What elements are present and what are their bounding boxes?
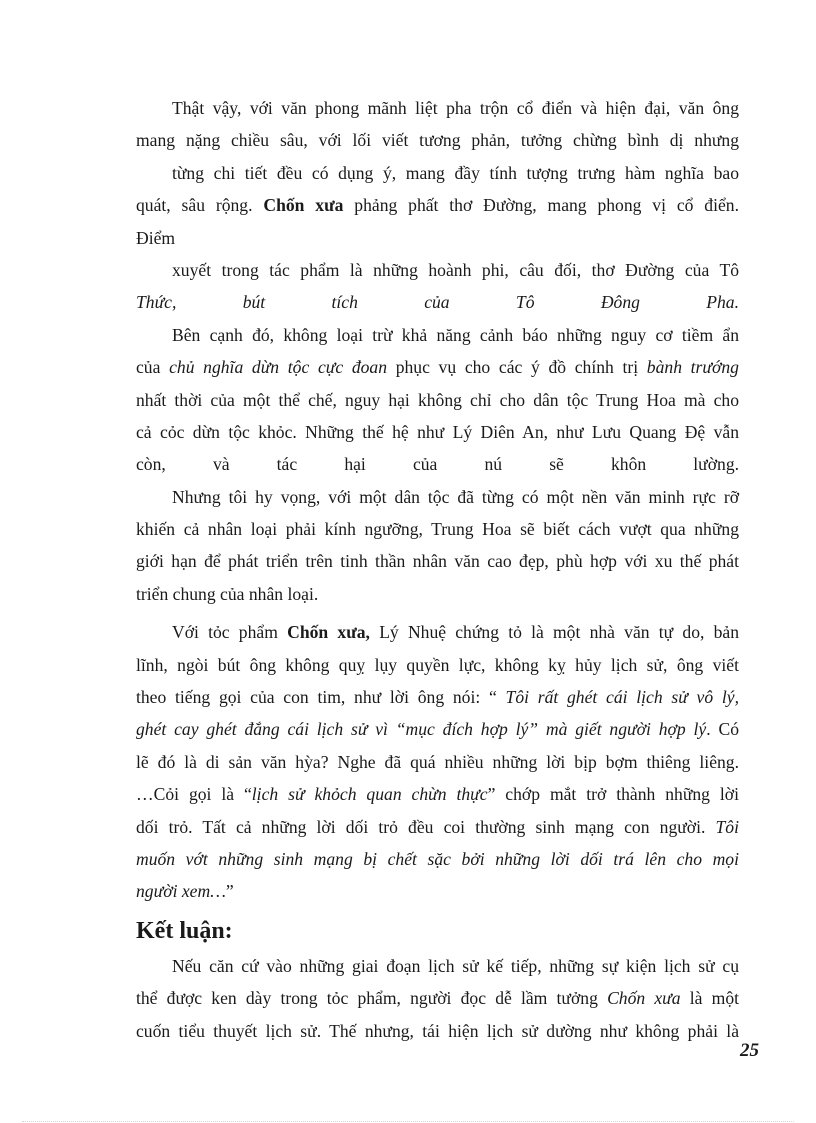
quote-italic: Tôi	[715, 816, 739, 837]
italic-run: Đông	[600, 292, 640, 313]
text-run: cả cỏc dừn tộc khỏc. Những thế hệ như Lý Diên An, như Lưu Quang Đệ vẫn	[136, 421, 739, 442]
text-run: của	[412, 454, 438, 475]
text-run: phục vụ cho các ý đồ chính trị	[395, 357, 639, 378]
quote-italic: người xem…	[136, 881, 226, 902]
text-run: lẽ đó là di sản văn hỳa? Nghe đã quá nhiều những lời bịp bợm thiêng liêng.	[136, 751, 739, 772]
text-run: thể được ken dày trong tỏc phẩm, người đọc dễ lầm tưởng	[136, 988, 598, 1009]
text-run: khiến cả nhân loại phải kính ngưỡng, Trung Hoa sẽ biết cách vượt qua những	[136, 519, 739, 540]
paragraph-line	[136, 545, 739, 577]
text-run: tác	[276, 454, 298, 475]
book-title-italic: Chốn xưa	[607, 988, 681, 1009]
paragraph-line	[136, 578, 739, 610]
paragraph-line	[136, 254, 739, 286]
italic-run: bành trướng	[646, 357, 739, 378]
paragraph-line	[136, 843, 739, 875]
text-run: dối trỏ. Tất cả những lời dối trỏ đều coi thường sinh mạng con người.	[136, 816, 706, 837]
section-heading: Kết luận:	[136, 917, 233, 944]
text-run: và	[212, 454, 230, 475]
text-run: nhất thời của một thể chế, nguy hại không chỉ cho dân tộc Trung Hoa mà cho	[136, 389, 739, 410]
paragraph-line	[136, 811, 739, 843]
paragraph-line	[136, 351, 739, 383]
text-run: triển chung của nhân loại.	[136, 583, 319, 604]
italic-run: của	[424, 292, 450, 313]
quote-italic: Tôi rất ghét cái lịch sử vô lý,	[505, 687, 739, 708]
text-run: ” chớp mắt trở thành những lời	[487, 784, 739, 805]
italic-run: Tô	[515, 292, 535, 313]
paragraph-line	[136, 616, 739, 648]
text-run: giới hạn để phát triển trên tinh thần nhân văn cao đẹp, phù hợp với xu thế phát	[136, 551, 739, 572]
text-run: của	[136, 357, 161, 378]
text-run: khôn	[610, 454, 647, 475]
quote-italic: lịch sử khỏch quan chừn thực	[251, 784, 488, 805]
text-run: Với tỏc phẩm	[172, 622, 278, 643]
quote-italic: muốn vớt những sinh mạng bị chết sặc bởi những lời dối trá lên cho mọi	[136, 848, 739, 869]
paragraph-line	[136, 416, 739, 448]
paragraph-line	[136, 286, 739, 318]
italic-run: Pha.	[706, 292, 739, 313]
paragraph-line	[136, 513, 739, 545]
italic-run: bút	[242, 292, 266, 313]
text-run: phảng phất thơ Đường, mang phong vị cổ điển.	[354, 195, 739, 216]
paragraph-line	[136, 448, 739, 480]
text-run: mang nặng chiều sâu, với lối viết tương phản, tưởng chừng bình dị nhưng	[136, 130, 739, 151]
text-run: theo tiếng gọi của con tim, như lời ông nói: “	[136, 687, 497, 708]
book-title-bold: Chốn xưa,	[287, 622, 370, 643]
text-run: Lý Nhuệ chứng tỏ là một nhà văn tự do, bản	[379, 622, 740, 643]
text-run: hại	[344, 454, 366, 475]
paragraph-line	[136, 222, 739, 254]
italic-run: chủ nghĩa dừn tộc cực đoan	[169, 357, 388, 378]
text-run: …Cỏi gọi là “	[136, 784, 252, 805]
text-run: sẽ	[549, 454, 564, 475]
text-run: Nhưng tôi hy vọng, với một dân tộc đã từng có một nền văn minh rực rỡ	[172, 486, 739, 507]
text-run: là một	[689, 988, 740, 1009]
text-run: cuốn tiểu thuyết lịch sử. Thế nhưng, tái hiện lịch sử dường như không phải là	[136, 1020, 739, 1041]
text-run: từng chi tiết đều có dụng ý, mang đầy tính tượng trưng hàm nghĩa bao	[172, 162, 739, 183]
text-run: lường.	[693, 454, 740, 475]
text-run: còn,	[136, 454, 166, 475]
text-run: . Có	[706, 719, 739, 740]
page-number: 25	[740, 1040, 759, 1061]
paragraph-line	[136, 649, 739, 681]
paragraph-line	[136, 157, 739, 189]
italic-run: Thức,	[136, 292, 177, 313]
paragraph-line	[136, 982, 739, 1014]
paragraph-line	[136, 713, 739, 745]
page-bottom-divider	[22, 1121, 794, 1122]
italic-run: tích	[331, 292, 358, 313]
text-run: quát, sâu rộng.	[136, 195, 253, 216]
quote-italic: ghét cay ghét đắng cái lịch sử vì “mục đích hợp lý” mà giết người hợp lý	[136, 719, 707, 740]
text-run: xuyết trong tác phẩm là những hoành phi, câu đối, thơ Đường của Tô	[172, 259, 739, 280]
paragraph-line	[136, 384, 739, 416]
paragraph-line	[136, 746, 739, 778]
paragraph-line	[136, 778, 739, 810]
paragraph-line	[136, 950, 739, 982]
paragraph-line	[136, 189, 739, 221]
text-run: ”	[225, 881, 234, 902]
paragraph-line	[136, 681, 739, 713]
paragraph-line	[136, 92, 739, 124]
text-run: Nếu căn cứ vào những giai đoạn lịch sử kế tiếp, những sự kiện lịch sử cụ	[172, 955, 739, 976]
body-text	[136, 92, 739, 1047]
text-run: lĩnh, ngòi bút ông không quỵ lụy quyền lực, không kỵ hủy lịch sử, ông viết	[136, 654, 739, 675]
paragraph-line	[136, 481, 739, 513]
paragraph-line	[136, 875, 739, 907]
paragraph-line	[136, 1015, 739, 1047]
paragraph-line	[136, 124, 739, 156]
text-run: nú	[484, 454, 503, 475]
book-title-bold: Chốn xưa	[263, 195, 344, 216]
paragraph-line	[136, 319, 739, 351]
text-run: Thật vậy, với văn phong mãnh liệt pha trộn cổ điển và hiện đại, văn ông	[172, 98, 739, 118]
text-run: Điểm	[136, 227, 176, 248]
text-run: Bên cạnh đó, không loại trừ khả năng cảnh báo những nguy cơ tiềm ẩn	[172, 324, 739, 345]
